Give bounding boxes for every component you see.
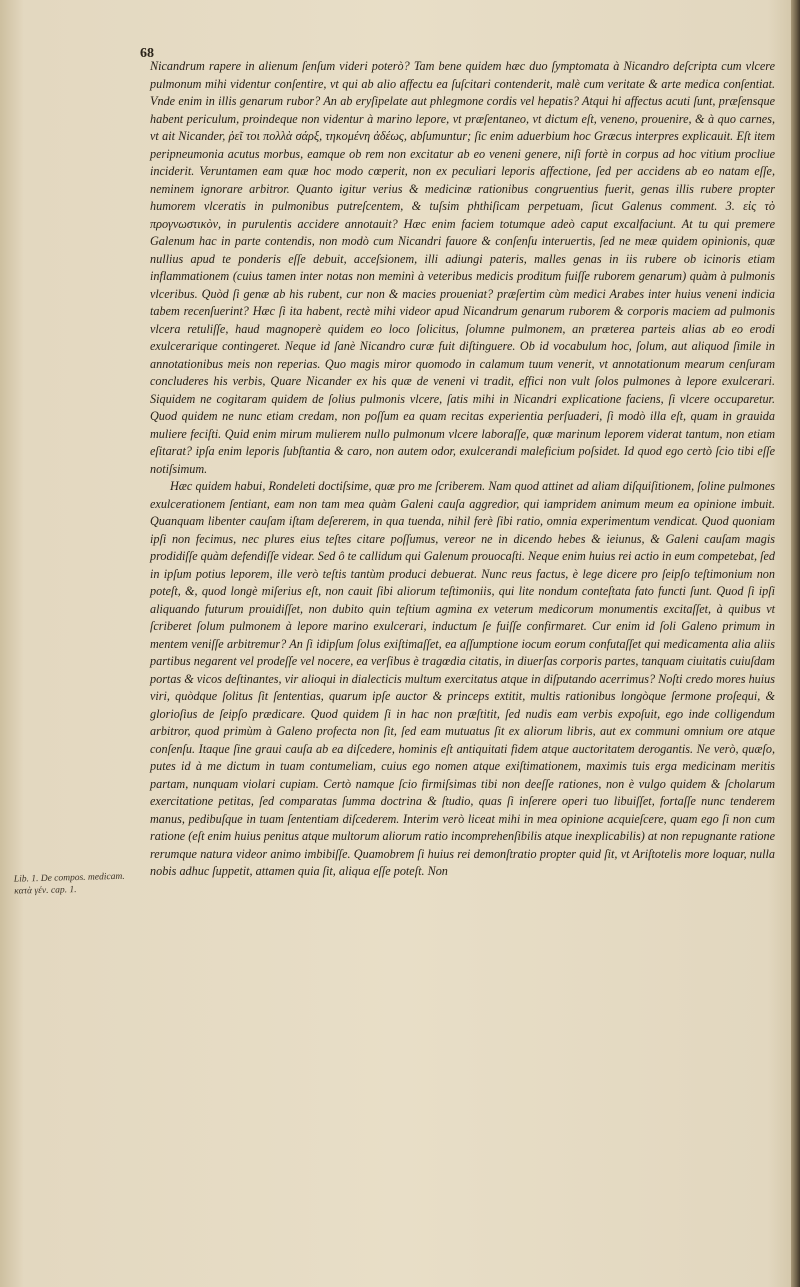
paragraph: Hæc quidem habui, Rondeleti doctiſsime, quæ pro me ſcriberem. Nam quod attinet ad aliam diſquiſitionem, ſoline pulmones exulcerationem ſentiant, eam non tam mea quàm Galeni cauſa aggredior, qui iampridem animum meum ea opinione imbuit. Quanquam libenter cauſam iſtam deſererem, in qua tuenda, nihil ferè ſibi ratio, omnia experimentum vendicat. Quod quoniam ipſi non fecimus, nec plures eius teſtes citare poſſumus, vereor ne in dicendo hebes & ieiunus, & Galeni cauſam magis prodidiſſe quàm defendiſſe videar. Sed ô te callidum qui Galenum prouocaſti. Neque enim huius rei actio in eum competebat, ſed in ipſum potius leporem, ille verò teſtis tantùm produci debuerat. Nunc reus factus, è lege dicere pro ſeipſo teſtimonium non poteſt, &, quod longè miſerius eſt, non cauit ſibi aliorum teſtimoniis, qui lite nondum conteſtata fato functi ſunt. Quod ſi ipſi aliquando futurum prouidiſſet, non dubito quin teſtium agmina ex veterum medicorum monumentis excitaſſet, à quibus vt ſcriberet ſolum pulmonem à lepore marino exulcerari, inductum ſe fuiſſe confirmaret. Cur enim id ſoli Galeno primum in mentem veniſſe arbitremur? An ſi idipſum ſolus exiſtimaſſet, ea aſſumptione iocum eorum confutaſſet qui medicamenta alia aliis partibus negarent vel prodeſſe vel nocere, ea verſibus è tragœdia citatis, in diuerſas corporis partes, tanquam ciuitatis cuiuſdam portas & vicos deſtinantes, vir alioqui in dialecticis multum exercitatus atque in diſputando acerrimus? Noſti credo mores huius viri, quòdque ſolitus ſit ſententias, quarum ipſe auctor & princeps extitit, multis rationibus longòque ſermone proſequi, & glorioſius de ſeipſo prædicare. Quod quidem ſi in hac non præſtitit, ſed nudis eam verbis expoſuit, ego inde colligendum arbitror, quod primùm à Galeno profecta non ſit, ſed eam mutuatus ſit ex aliorum libris, aut ex communi omnium ore atque conſenſu. Itaque ſine graui cauſa ab ea diſcedere, hominis eſt antiquitati fidem atque auctoritatem derogantis. Ne verò, quæſo, putes id à me dictum in tuam contumeliam, cuius ego nomen atque exiſtimationem, maximis tuis erga medicinam meritis partam, nunquam violari cupiam. Certò namque ſcio firmiſsimas tibi non deeſſe rationes, non è vulgo quidem & ſcholarum exercitatione petitas, ſed comparatas ſumma doctrina & ſtudio, quas ſi inſerere operi tuo libuiſſet, fortaſſe nunc tenderem manus, pedibuſque in tuam ſententiam diſcederem. Interim verò liceat mihi in mea opinione acquieſcere, quam ego ſi non cum ratione (eſt enim huius penitus atque multorum aliorum ratio incomprehenſibilis atque inexplicabilis) at non repugnante ratione rerumque natura videor animo imbibiſſe. Quamobrem ſi huius rei demonſtratio propter quid ſit, vt Ariſtotelis more loquar, nulla nobis adhuc ſuppetit, attamen quia ſit, aliqua eſſe poteſt. Non	[150, 479, 775, 878]
body-text	[150, 58, 775, 881]
margin-note: Lib. 1. De compos. medicam. κατὰ γέν. cap. 1.	[13, 871, 125, 897]
page-edge	[791, 0, 800, 1287]
page-number: 68	[140, 46, 154, 61]
paragraph: Nicandrum rapere in alienum ſenſum videri poterò? Tam bene quidem hæc duo ſymptomata à Nicandro deſcripta cum vlcere pulmonum mihi videntur conſentire, vt qui ab alio affectu ea ſuſcitari contenderit, malè cum veritate & arte medica conſentiat. Vnde enim in illis genarum rubor? An ab eryſipelate aut phlegmone cordis vel hepatis? Atqui hi affectus acuti ſunt, præſensque habent periculum, proindeque non videntur à marino lepore, vt præſentaneo, vt dictum eſt, veneno, prouenire, & à quo carnes, vt ait Nicander, ῥεῖ τοι πολλὰ σάρξ, τηκομένη ἀδέως, abſumuntur; ſic enim aduerbium hoc Græcus interpres explicauit. Eſt item peripneumonia acutus morbus, eamque ob rem non excitatur ab eo veneni genere, niſi fortè in corpus ad hoc vitium procliue inciderit. Veruntamen eam quæ hoc modo cœperit, non ex peculiari leporis affectione, ſed per accidens ab eo natam eſſe, neminem ignorare arbitror. Quanto igitur verius & medicinæ rationibus congruentius fuerit, genas illis rubere propter humorem vlceratis in pulmonibus putreſcentem, & tuſsim phthiſicam perpetuam, ſicut Galenus comment. 3. εἰς τὸ προγνωστικὸν, in purulentis accidere annotauit? Hæc enim faciem totumque adeò caput excalfaciunt. At tu qui premere Galenum hac in parte contendis, non modò cum Nicandri fauore & conſenſu interuertis, ſed ne meæ quidem opinionis, quæ nullius apud te ponderis eſſe debuit, acceſsionem, illi adiungi pateris, malles genas in iis rubere ob icinoris etiam inflammationem (cuius tamen inter notas non meminì à veteribus medicis proditum fuiſſe ruborem genarum) quàm à pulmonis vlceribus. Quòd ſi genæ ab his rubent, cur non & macies proueniat? præſertim cùm medici Arabes inter huius veneni indicia tabem recenſuerint? Hæc ſi ita habent, rectè mihi videor apud Nicandrum genarum ruborem & corporis maciem ad pulmonis vlcera retuliſſe, haud magnoperè quidem eo loco ſolicitus, ſolumne pulmonem, an præterea parteis alias ab eo erodi exulcerarique contingeret. Neque id ſanè Nicandro curæ fuit diſtinguere. Ob id vocabulum hoc, ſolum, aut aliquod ſimile in annotationibus meis non reperias. Quo magis miror quomodo in calamum tuum venerit, vt annotationum mearum cenſuram concluderes his verbis, Quare Nicander ex his quæ de veneni vi tradit, effici non vult ſolos pulmones à lepore exulcerari. Siquidem ne cogitaram quidem de ſolius pulmonis vlcere, ſatis mihi in Nicandri explicatione faciens, ſi vlcere occuparetur. Quod quidem ne nunc etiam credam, non poſſum ea quam recitas experientia perſuaderi, ſi modò illa eſt, quam in grauida muliere feciſti. Quid enim mirum mulierem nullo pulmonum vlcere laboraſſe, quæ marinum leporem viderat tantum, non etiam eſitarat? ipſa enim leporis ſubſtantia & caro, non autem odor, exulcerandi maleficium poſsidet. Id quod ego certò ſcio tibi eſſe notiſsimum.	[150, 59, 775, 476]
